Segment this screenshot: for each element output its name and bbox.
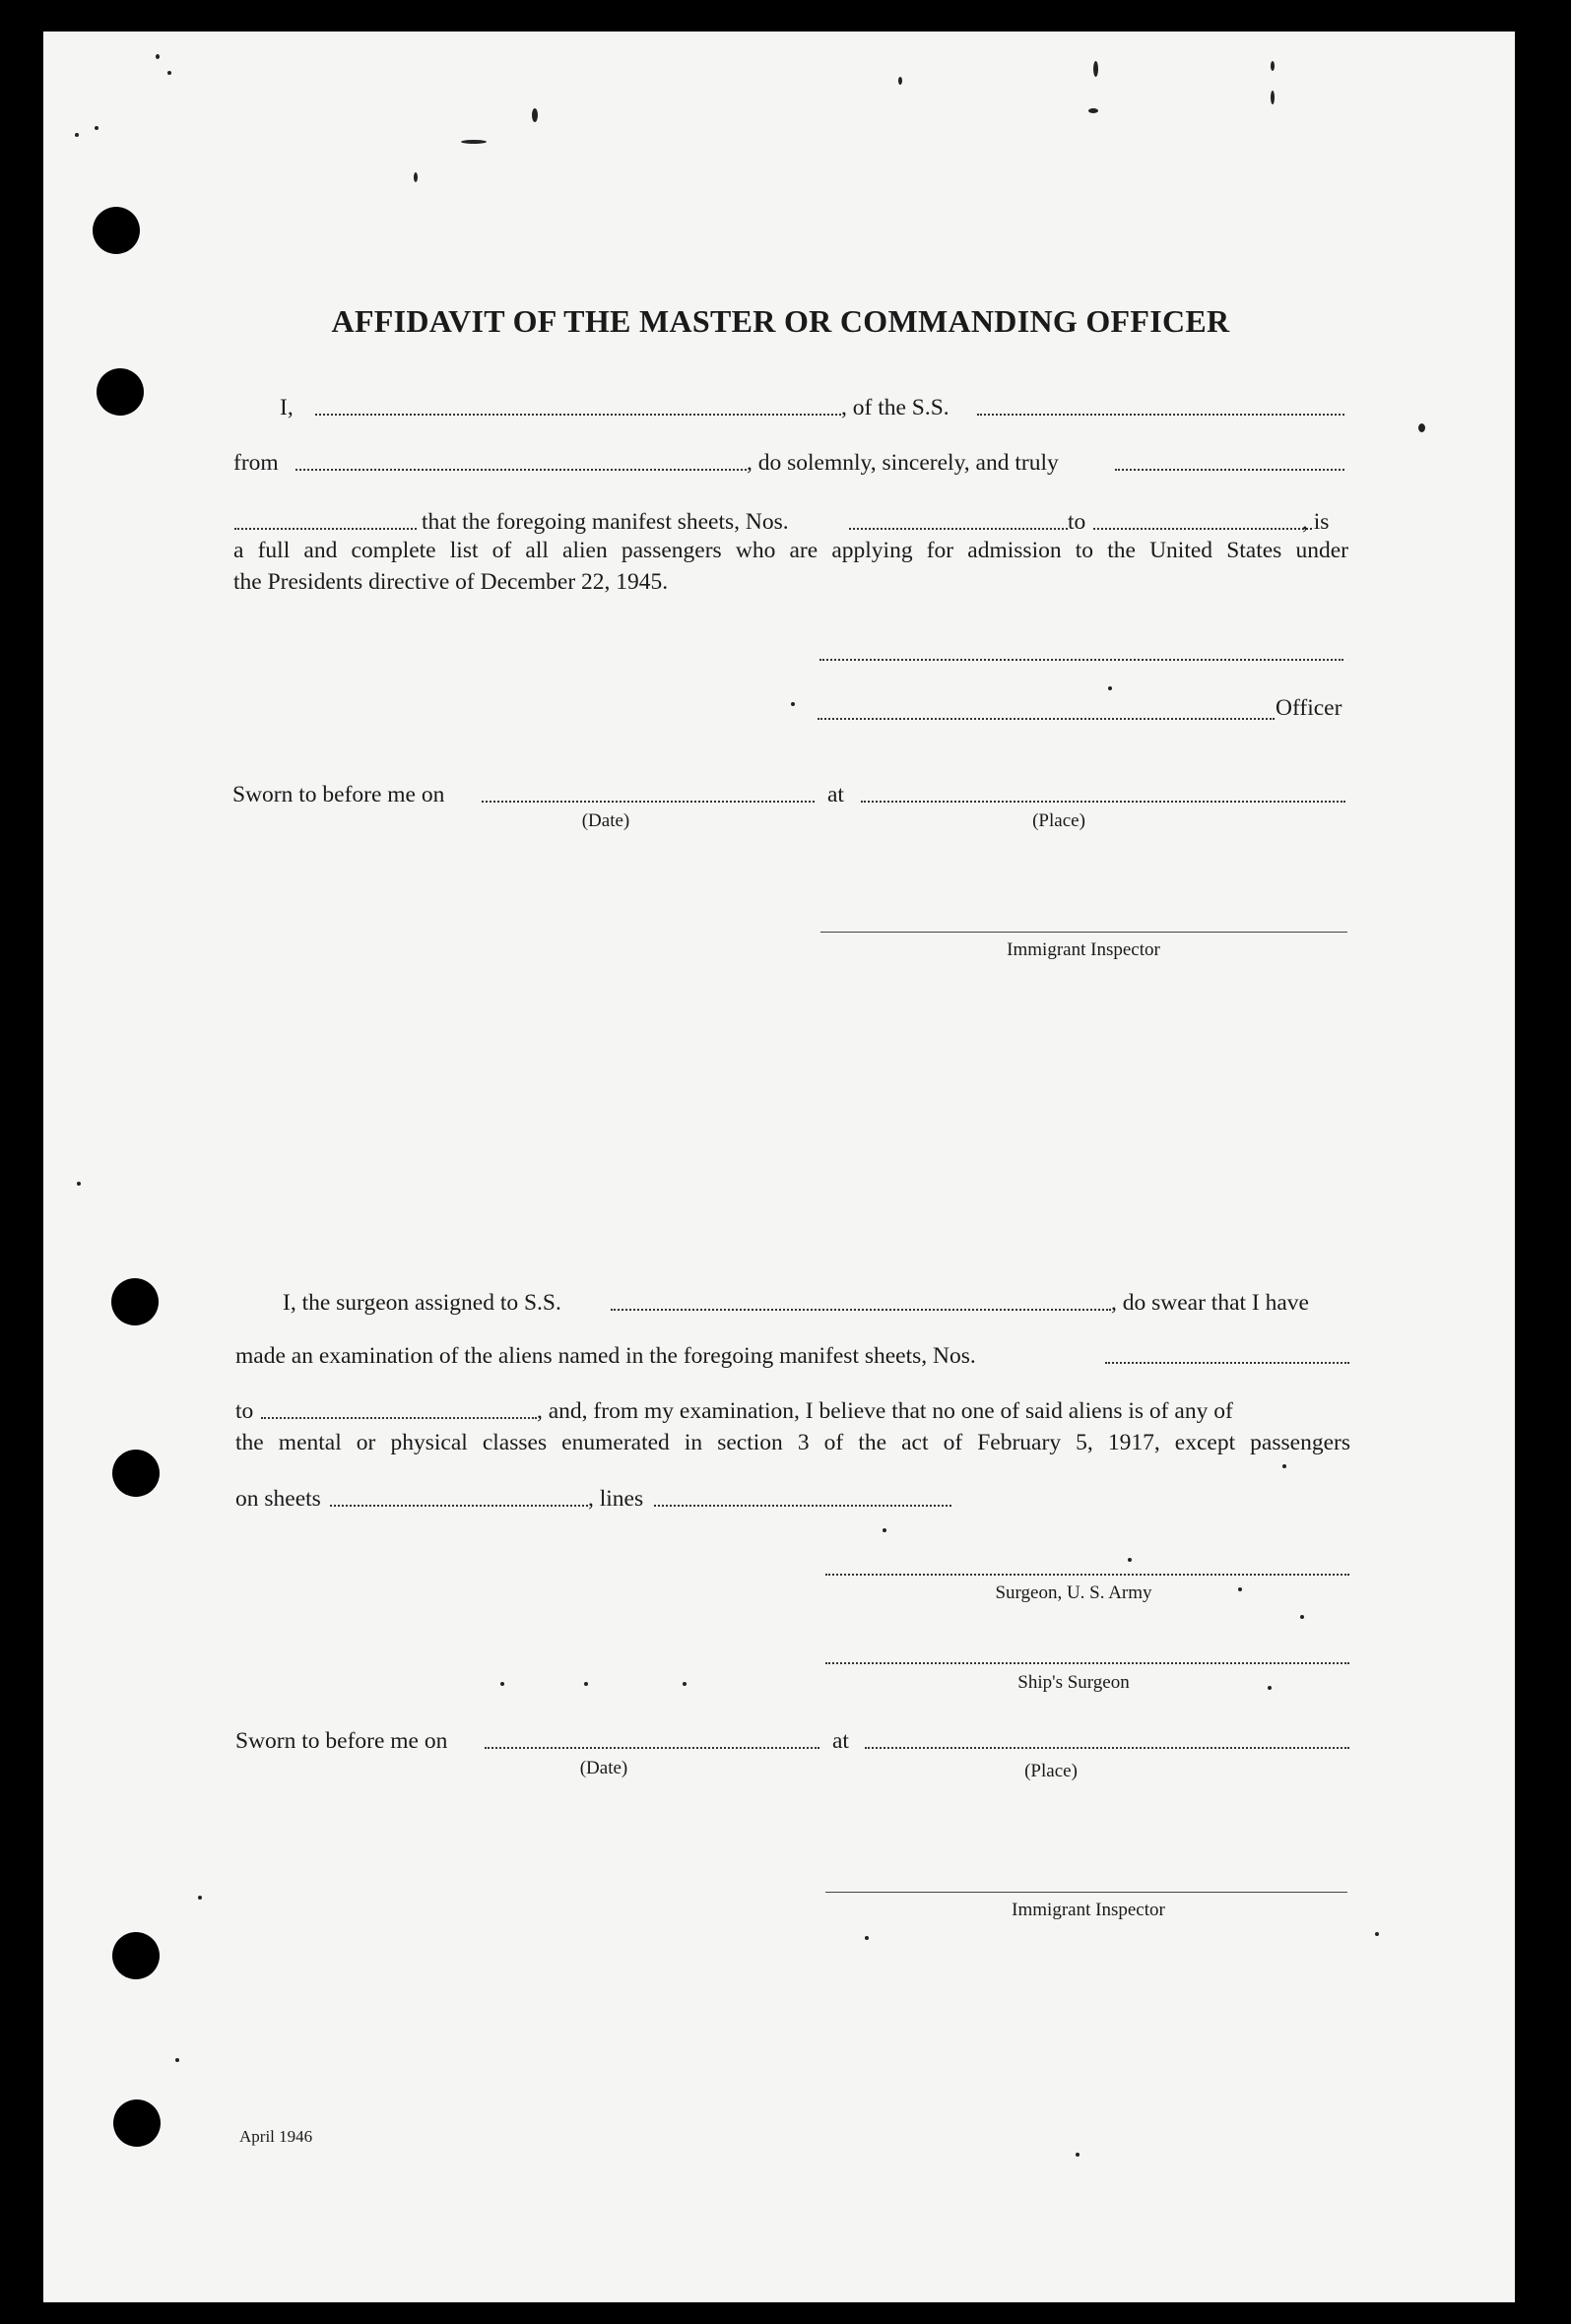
scan-speck	[1076, 2153, 1080, 2157]
ships-surgeon-signature-field[interactable]	[825, 1662, 1349, 1664]
punch-hole-icon	[93, 207, 140, 254]
surgeon-inspector-signature-line[interactable]	[825, 1892, 1347, 1893]
army-surgeon-signature-field[interactable]	[825, 1574, 1349, 1576]
army-surgeon-caption: Surgeon, U. S. Army	[995, 1582, 1152, 1603]
scan-speck	[156, 54, 160, 59]
scan-speck	[791, 702, 795, 706]
scan-speck	[584, 1682, 588, 1686]
scan-speck	[77, 1182, 81, 1186]
surgeon-assigned-label: I, the surgeon assigned to S.S.	[283, 1290, 561, 1316]
master-solemnly-label: , do solemnly, sincerely, and truly	[747, 450, 1059, 476]
scan-speck	[75, 133, 79, 137]
scan-speck	[500, 1682, 504, 1686]
scan-speck	[532, 108, 538, 122]
scan-speck	[175, 2058, 179, 2062]
master-sworn-label: Sworn to before me on	[232, 782, 445, 807]
master-title-field[interactable]	[818, 718, 1275, 720]
master-ship-field[interactable]	[977, 414, 1344, 416]
surgeon-sworn-date-field[interactable]	[485, 1747, 819, 1749]
surgeon-lines-label: , lines	[588, 1486, 644, 1512]
ships-surgeon-caption: Ship's Surgeon	[1017, 1672, 1130, 1693]
master-sworn-place-field[interactable]	[861, 801, 1345, 803]
scan-speck	[883, 1528, 886, 1532]
scan-speck	[1238, 1587, 1242, 1591]
surgeon-belief-label: , and, from my examination, I believe that no one of said aliens is of any of	[537, 1398, 1233, 1424]
scan-speck	[198, 1896, 202, 1900]
master-from-field[interactable]	[295, 469, 747, 471]
surgeon-swear-label: , do swear that I have	[1111, 1290, 1309, 1316]
scan-speck	[1108, 686, 1112, 690]
form-title: AFFIDAVIT OF THE MASTER OR COMMANDING OFFICER	[331, 303, 1230, 339]
surgeon-date-caption: (Date)	[579, 1758, 628, 1778]
master-from-label: from	[233, 450, 279, 476]
scan-speck	[1271, 61, 1275, 71]
surgeon-sworn-place-field[interactable]	[865, 1747, 1349, 1749]
master-nos-to-field[interactable]	[1093, 528, 1312, 530]
surgeon-to-label: to	[235, 1398, 254, 1424]
punch-hole-icon	[112, 1932, 160, 1979]
surgeon-nos-to-field[interactable]	[261, 1417, 537, 1419]
scan-speck	[898, 77, 902, 85]
surgeon-at-label: at	[832, 1728, 849, 1754]
scan-speck	[1375, 1932, 1379, 1936]
master-inspector-caption: Immigrant Inspector	[1007, 939, 1160, 960]
master-i-label: I,	[280, 395, 294, 420]
surgeon-place-caption: (Place)	[1024, 1761, 1078, 1781]
master-at-label: at	[827, 782, 844, 807]
surgeon-examination-label: made an examination of the aliens named in the foregoing manifest sheets, Nos.	[235, 1343, 976, 1369]
master-swear-field[interactable]	[234, 528, 417, 530]
scan-speck	[1418, 423, 1425, 432]
scan-speck	[1093, 61, 1098, 77]
scan-speck	[1268, 1686, 1272, 1690]
officer-label: Officer	[1276, 695, 1342, 721]
scan-speck	[414, 172, 418, 182]
surgeon-ship-field[interactable]	[611, 1309, 1111, 1311]
surgeon-classes-line: the mental or physical classes enumerated in section 3 of the act of February 5, 1917, except passengers	[235, 1430, 1350, 1455]
master-sworn-date-field[interactable]	[482, 801, 815, 803]
scan-speck	[1271, 91, 1275, 104]
paper-sheet	[43, 32, 1515, 2302]
scan-speck	[1300, 1615, 1304, 1619]
scan-speck	[865, 1936, 869, 1940]
master-to-label: to	[1068, 509, 1086, 535]
master-date-caption: (Date)	[581, 810, 630, 831]
surgeon-inspector-caption: Immigrant Inspector	[1012, 1900, 1165, 1920]
master-foregoing-label: that the foregoing manifest sheets, Nos.	[422, 509, 789, 535]
scan-speck	[167, 71, 171, 75]
punch-hole-icon	[112, 1450, 160, 1497]
master-signature-field[interactable]	[819, 659, 1343, 661]
punch-hole-icon	[97, 368, 144, 416]
surgeon-nos-from-field[interactable]	[1105, 1362, 1349, 1364]
master-inspector-signature-line[interactable]	[820, 932, 1347, 933]
scan-speck	[683, 1682, 687, 1686]
master-oath-field[interactable]	[1115, 469, 1344, 471]
master-statement-line: a full and complete list of all alien passengers who are applying for admission to the United States under	[233, 538, 1348, 563]
surgeon-lines-field[interactable]	[654, 1505, 951, 1507]
punch-hole-icon	[113, 2099, 161, 2147]
master-of-ss-label: , of the S.S.	[841, 395, 949, 420]
scan-speck	[1282, 1464, 1286, 1468]
form-edition-date: April 1946	[239, 2127, 313, 2146]
scan-speck	[1128, 1558, 1132, 1562]
master-is-label: , is	[1302, 509, 1330, 535]
master-name-field[interactable]	[315, 414, 841, 416]
scan-speck	[461, 140, 487, 144]
surgeon-sheets-field[interactable]	[330, 1505, 588, 1507]
master-nos-from-field[interactable]	[849, 528, 1068, 530]
master-place-caption: (Place)	[1032, 810, 1085, 831]
scan-speck	[1088, 108, 1098, 113]
master-directive-line: the Presidents directive of December 22, 1945.	[233, 569, 669, 595]
surgeon-sheets-label: on sheets	[235, 1486, 321, 1512]
scan-speck	[95, 126, 98, 130]
punch-hole-icon	[111, 1278, 159, 1325]
surgeon-sworn-label: Sworn to before me on	[235, 1728, 448, 1754]
